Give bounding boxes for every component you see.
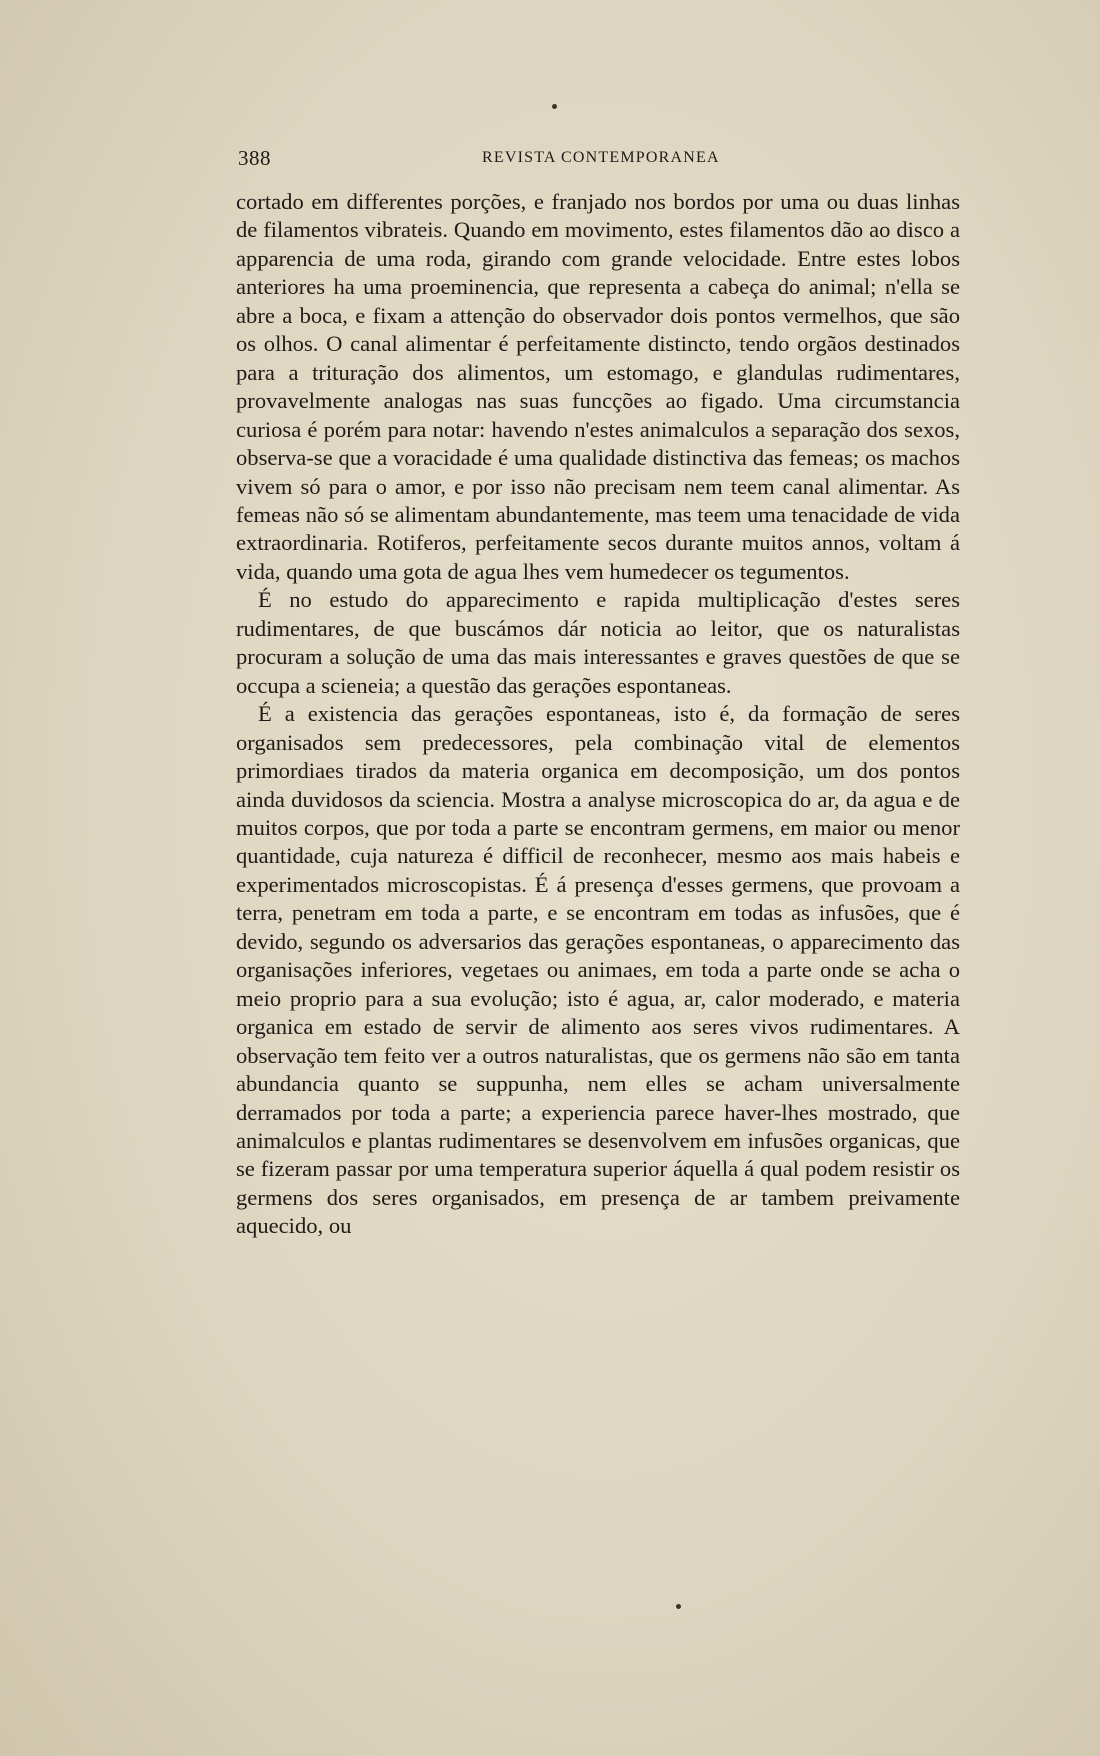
ink-speck (676, 1604, 681, 1609)
page-number: 388 (238, 146, 271, 170)
ink-speck (552, 104, 557, 109)
paragraph-1: cortado em differentes porções, e franjado nos bordos por uma ou duas linhas de filamentos vibrateis. Quando em movimento, estes filamentos dão ao disco a apparencia de uma roda, girando com grande velocidade. Entre estes lobos anteriores ha uma proeminencia, que representa a cabeça do animal; n'ella se abre a boca, e fixam a attenção do observador dois pontos vermelhos, que são os olhos. O canal alimentar é perfeitamente distincto, tendo orgãos destinados para a trituração dos alimentos, um estomago, e glandulas rudimentares, provavelmente analogas nas suas funcções ao figado. Uma circumstancia curiosa é porém para notar: havendo n'estes animalculos a separação dos sexos, observa-se que a voracidade é uma qualidade distinctiva das femeas; os machos vivem só para o amor, e por isso não precisam nem teem canal alimentar. As femeas não só se alimentam abundantemente, mas teem uma tenacidade de vida extraordinaria. Rotiferos, perfeitamente secos durante muitos annos, voltam á vida, quando uma gota de agua lhes vem humedecer os tegumentos. (236, 189, 960, 584)
paragraph-2: É no estudo do apparecimento e rapida multiplicação d'estes seres rudimentares, de que buscámos dár noticia ao leitor, que os naturalistas procuram a solução de uma das mais interessantes e graves questões de que se occupa a scieneia; a questão das gerações espontaneas. (236, 587, 960, 698)
body-text (236, 188, 960, 1241)
running-title: REVISTA CONTEMPORANEA (482, 149, 720, 166)
paragraph-3: É a existencia das gerações espontaneas, isto é, da formação de seres organisados sem predecessores, pela combinação vital de elementos primordiaes tirados da materia organica em decomposição, um dos pontos ainda duvidosos da sciencia. Mostra a analyse microscopica do ar, da agua e de muitos corpos, que por toda a parte se encontram germens, em maior ou menor quantidade, cuja natureza é difficil de reconhecer, mesmo aos mais habeis e experimentados microscopistas. É á presença d'esses germens, que provoam a terra, penetram em toda a parte, e se encontram em todas as infusões, que é devido, segundo os adversarios das gerações espontaneas, o apparecimento das organisações inferiores, vegetaes ou animaes, em toda a parte onde se acha o meio proprio para a sua evolução; isto é agua, ar, calor moderado, e materia organica em estado de servir de alimento aos seres vivos rudimentares. A observação tem feito ver a outros naturalistas, que os germens não são em tanta abundancia quanto se suppunha, nem elles se acham universalmente derramados por toda a parte; a experiencia parece haver-lhes mostrado, que animalculos e plantas rudimentares se desenvolvem em infusões organicas, que se fizeram passar por uma temperatura superior áquella á qual podem resistir os germens dos seres organisados, em presença de ar tambem preivamente aquecido, ou (236, 701, 960, 1239)
page-header (238, 146, 958, 174)
